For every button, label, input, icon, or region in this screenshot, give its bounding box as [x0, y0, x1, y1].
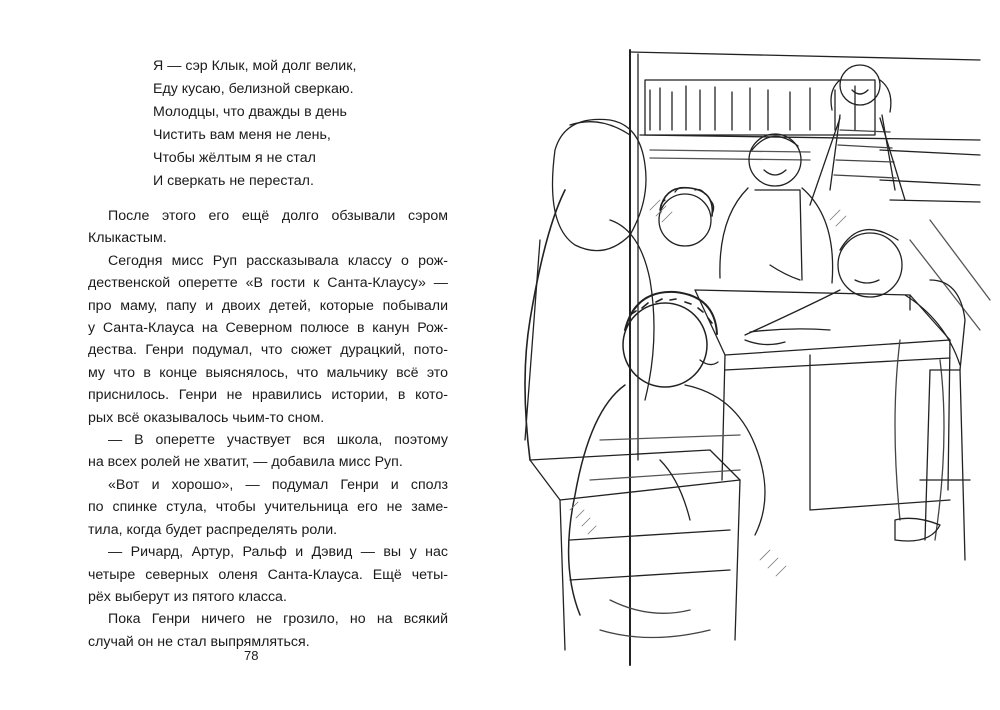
- text-line: После этого его ещё долго обзывали сэром: [108, 208, 448, 224]
- text-line: у Санта-Клауса на Северном полюсе в канун Рож-: [88, 320, 448, 337]
- text-line: Клыкастым.: [88, 230, 167, 247]
- paragraph: [88, 474, 448, 541]
- poem-line: И сверкать не перестал.: [153, 173, 314, 189]
- text-line: по спинке стула, чтобы учительница его не заме-: [88, 499, 448, 516]
- text-line: на всех ролей не хватит, — добавила мисс Руп.: [88, 454, 403, 471]
- text-line: тила, когда будет распределять роли.: [88, 521, 338, 538]
- poem-line: Я — сэр Клык, мой долг велик,: [153, 58, 357, 74]
- text-line: — В оперетте участвует вся школа, поэтому: [108, 432, 448, 449]
- text-line: приснилось. Генри не нравились истории, в кото-: [88, 387, 448, 404]
- text-line: про маму, папу и двоих детей, которые побывали: [88, 297, 448, 314]
- classroom-illustration: [510, 40, 995, 670]
- poem-line: Еду кусаю, белизной сверкаю.: [153, 81, 354, 97]
- text-line: Сегодня мисс Руп рассказывала классу о рож-: [108, 252, 448, 269]
- text-line: Пока Генри ничего не грозило, но на всякий: [108, 611, 448, 628]
- right-page: [500, 0, 1000, 710]
- paragraph: [88, 608, 448, 653]
- text-line: рых всё оказывалось чьим-то сном.: [88, 409, 325, 426]
- text-line: му что в конце выяснялось, что мальчику всё это: [88, 364, 448, 381]
- poem-line: Молодцы, что дважды в день: [153, 104, 347, 120]
- text-line: дества. Генри подумал, что сюжет дурацкий, пото-: [88, 342, 448, 359]
- poem-line: Чтобы жёлтым я не стал: [153, 150, 316, 166]
- text-line: случай он не стал выпрямляться.: [88, 633, 310, 650]
- text-line: рёх выберут из пятого класса.: [88, 588, 287, 605]
- paragraph: [88, 541, 448, 608]
- text-line: дественской оперетте «В гости к Санта-Клаусу» —: [88, 275, 448, 292]
- paragraph: [88, 205, 448, 250]
- paragraph: [88, 429, 448, 474]
- text-line: — Ричард, Артур, Ральф и Дэвид — вы у нас: [108, 544, 448, 561]
- text-line: «Вот и хорошо», — подумал Генри и сполз: [108, 476, 448, 493]
- poem: [153, 55, 453, 193]
- poem-line: Чистить вам меня не лень,: [153, 127, 331, 143]
- page-number: 78: [244, 648, 259, 663]
- prose: [88, 205, 448, 653]
- paragraph: [88, 250, 448, 429]
- text-line: четыре северных оленя Санта-Клауса. Ещё четы-: [88, 566, 448, 583]
